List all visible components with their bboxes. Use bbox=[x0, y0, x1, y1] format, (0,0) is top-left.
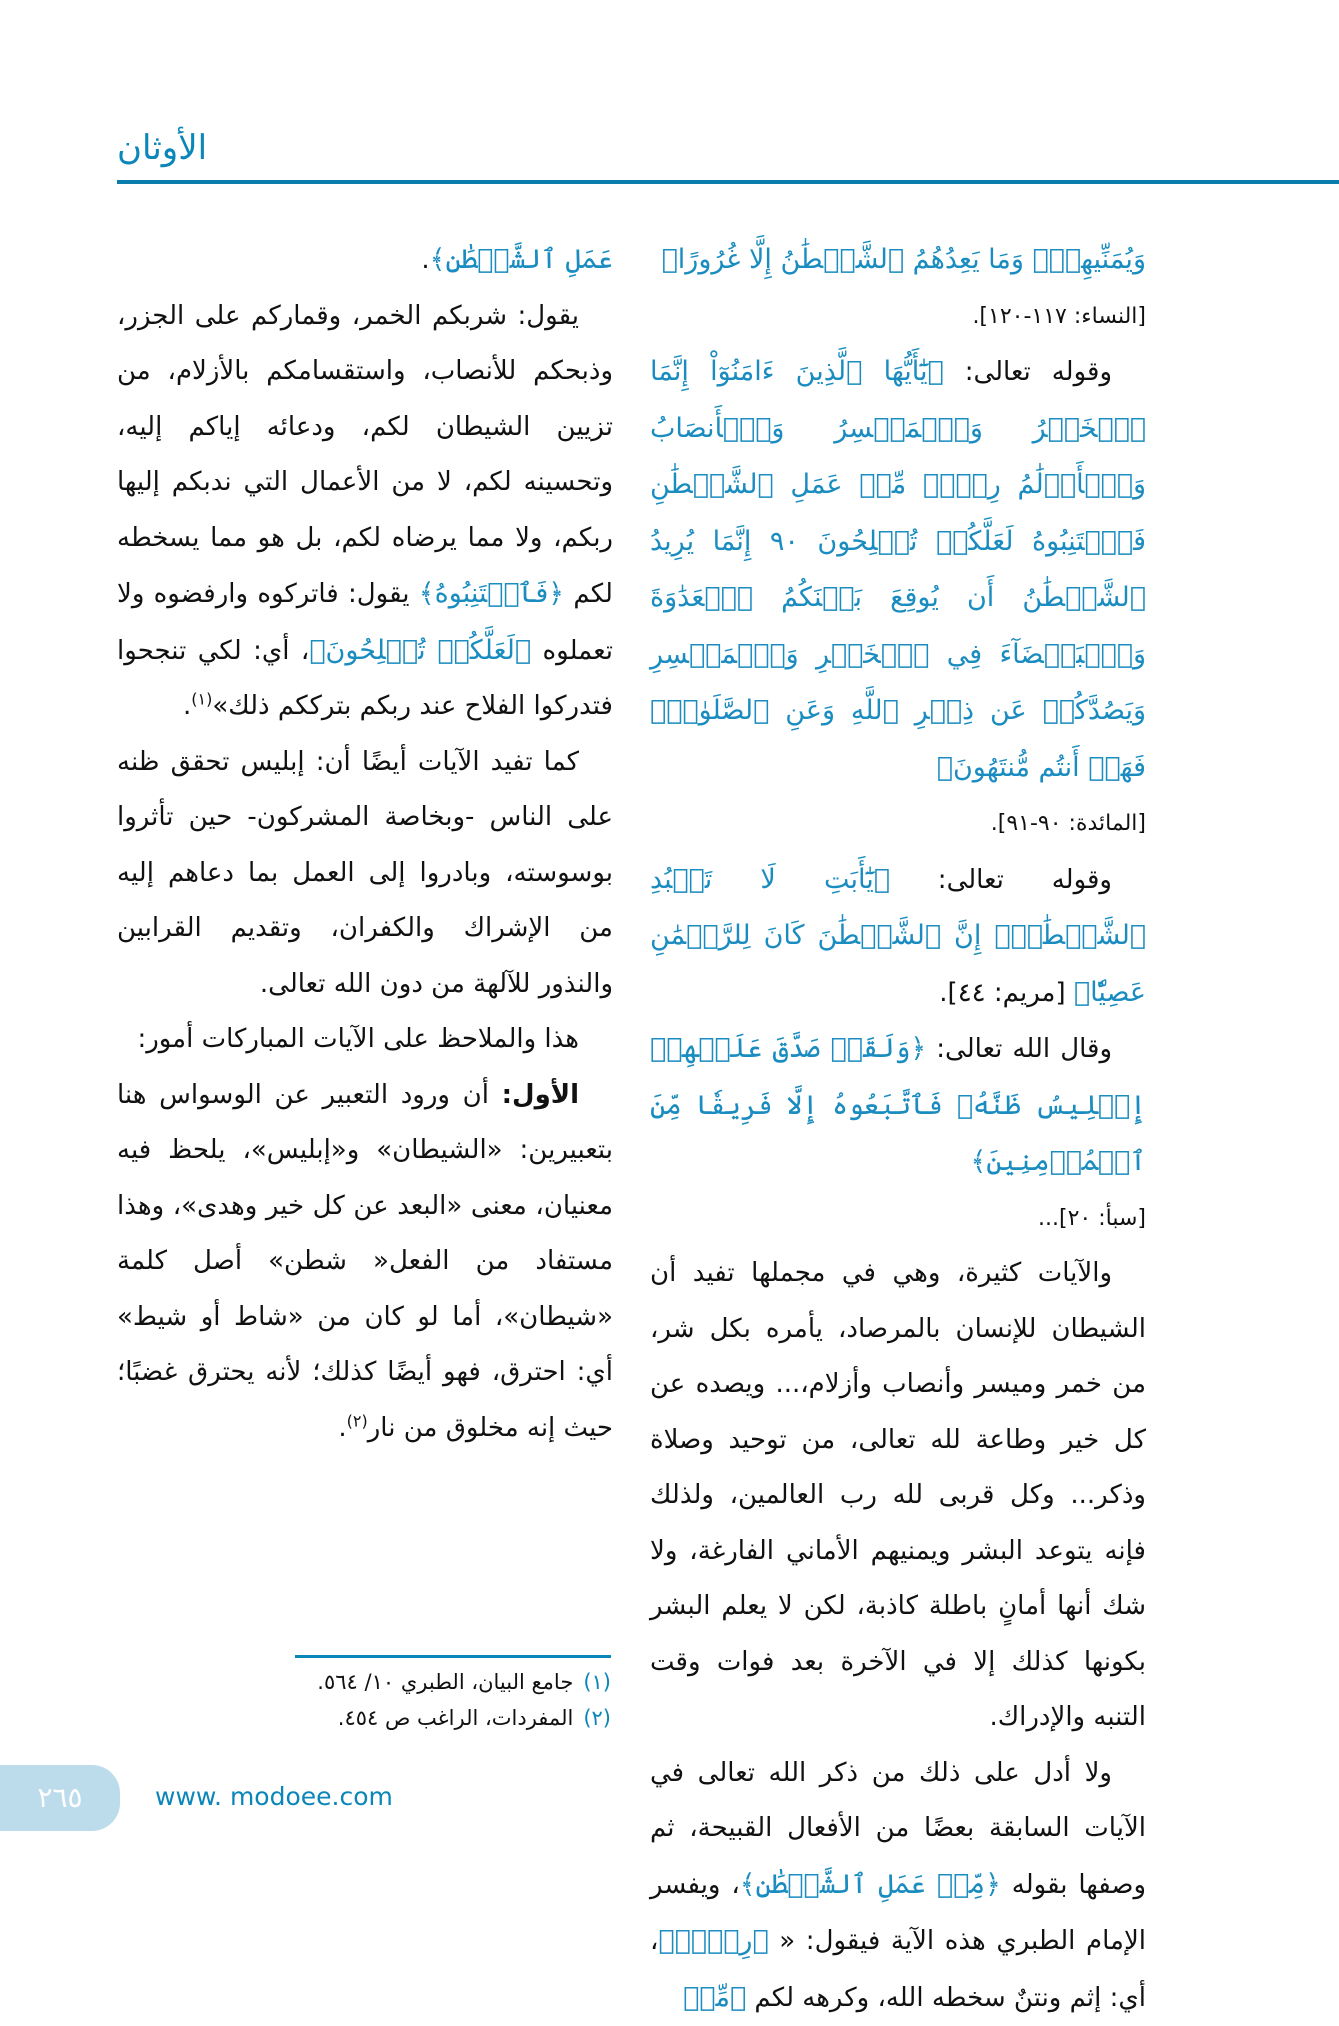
quran-verse: ﴿لَعَلَّكُمۡ تُفۡلِحُونَ﴾ bbox=[309, 635, 531, 666]
paragraph bbox=[117, 1012, 613, 1068]
body-text: كما تفيد الآيات أيضًا أن: إبليس تحقق ظنه على الناس -وبخاصة المشركون- حين تأثروا بوسوسته، وبادروا إلى العمل بما دعاهم إليه من الإشراك والكفران، وتقديم القرابين والنذور للآلهة من دون الله تعالى. bbox=[117, 747, 613, 999]
paragraph bbox=[117, 232, 613, 289]
paragraph bbox=[650, 344, 1146, 796]
verse-reference bbox=[650, 289, 1146, 345]
quran-verse: ﴿رِجۡسٞ﴾ bbox=[658, 1925, 768, 1956]
footnote-number: (٢) bbox=[583, 1706, 611, 1730]
footnote-separator bbox=[295, 1655, 611, 1658]
body-text: وقوله تعالى: bbox=[890, 865, 1112, 895]
body-text: [المائدة: ٩٠-٩١]. bbox=[991, 811, 1146, 836]
body-text: يقول: شربكم الخمر، وقماركم على الجزر، وذبحكم للأنصاب، واستقسامكم بالأزلام، من تزيين الشيطان لكم، ودعائه إياكم إليه، وتحسينه لكم، لا من الأعمال التي ندبكم إليها ربكم، ولا مما يرضاه لكم، بل هو مما يسخطه لكم bbox=[117, 301, 613, 610]
quran-verse: ﴿يَٰٓأَيُّهَا ٱلَّذِينَ ءَامَنُوٓاْ إِنَّمَا ٱلۡخَمۡرُ وَٱلۡمَيۡسِرُ وَٱلۡأَنصَابُ وَٱلۡأَزۡلَٰمُ رِجۡسٞ مِّنۡ عَمَلِ ٱلشَّيۡطَٰنِ فَٱجۡتَنِبُوهُ لَعَلَّكُمۡ تُفۡلِحُونَ ٩٠ إِنَّمَا يُرِيدُ ٱلشَّيۡطَٰنُ أَن يُوقِعَ بَيۡنَكُمُ ٱلۡعَدَٰوَةَ وَٱلۡبَغۡضَآءَ فِي ٱلۡخَمۡرِ وَٱلۡمَيۡسِرِ وَيَصُدَّكُمۡ عَن ذِكۡرِ ٱللَّهِ وَعَنِ ٱلصَّلَوٰةِۖ فَهَلۡ أَنتُم مُّنتَهُونَ﴾ bbox=[650, 356, 1146, 783]
paragraph bbox=[117, 735, 613, 1013]
verse-reference bbox=[650, 1191, 1146, 1247]
body-text: ، أي: إثم ونتنٌ سخطه الله، وكرهه لكم bbox=[650, 1926, 1146, 2013]
body-text: . bbox=[421, 245, 429, 275]
paragraph bbox=[650, 1021, 1146, 1191]
body-text: . bbox=[338, 1413, 346, 1443]
body-text: [النساء: ١١٧-١٢٠]. bbox=[972, 304, 1146, 329]
header-rule bbox=[117, 180, 1339, 184]
body-text: هذا والملاحظ على الآيات المباركات أمور: bbox=[137, 1024, 579, 1054]
paragraph bbox=[650, 852, 1146, 1022]
body-text: [سبأ: ٢٠]... bbox=[1038, 1206, 1146, 1231]
body-text: ، ويفسر الإمام الطبري هذه الآية فيقول: « bbox=[650, 1870, 1146, 1957]
quran-verse: عَمَلِ ٱلشَّيۡطَٰنِ﴾ bbox=[430, 244, 613, 275]
website-link[interactable]: www. modoee.com bbox=[155, 1777, 393, 1817]
quran-verse: ﴿مِّنۡ bbox=[683, 1982, 746, 2013]
body-text: وقوله تعالى: bbox=[944, 357, 1112, 387]
paragraph bbox=[650, 1246, 1146, 1746]
paragraph bbox=[650, 232, 1146, 289]
footnote-text: المفردات، الراغب ص ٤٥٤. bbox=[338, 1706, 574, 1730]
running-title: الأوثان bbox=[117, 128, 207, 168]
footnote-number: (١) bbox=[583, 1670, 611, 1694]
paragraph bbox=[650, 1746, 1146, 2026]
page-number: ٢٦٥ bbox=[0, 1765, 120, 1831]
body-text: أن ورود التعبير عن الوسواس هنا بتعبيرين: «الشيطان» و«إبليس»، يلحظ فيه معنيان، معنى «البعد عن كل خير وهدى»، وهذا مستفاد من الفعل« شطن» أصل كلمة «شيطان»، أما لو كان من «شاط أو شيط» أي: احترق، فهو أيضًا كذلك؛ لأنه يحترق غضبًا؛ حيث إنه مخلوق من نار bbox=[117, 1080, 613, 1443]
footnotes bbox=[117, 1664, 611, 1736]
footnote bbox=[117, 1700, 611, 1736]
quran-verse: ﴿يَٰٓأَبَتِ لَا تَعۡبُدِ ٱلشَّيۡطَٰنَۖ إِنَّ ٱلشَّيۡطَٰنَ كَانَ لِلرَّحۡمَٰنِ عَصِيّٗا﴾ bbox=[650, 864, 1146, 1008]
footnote-text: جامع البيان، الطبري ١٠/ ٥٦٤. bbox=[317, 1670, 573, 1694]
body-text: يقول: فاتركوه وارفضوه ولا تعملوه bbox=[117, 579, 613, 666]
body-text: وقال الله تعالى: bbox=[926, 1034, 1112, 1064]
paragraph bbox=[117, 1068, 613, 1457]
quran-verse: وَيُمَنِّيهِمۡۖ وَمَا يَعِدُهُمُ ٱلشَّيۡطَٰنُ إِلَّا غُرُورًا﴾ bbox=[662, 244, 1146, 275]
footnote-ref: (١) bbox=[191, 689, 212, 708]
left-column bbox=[117, 232, 613, 1456]
quran-verse: ﴿فَٱجۡتَنِبُوهُ﴾ bbox=[419, 578, 564, 609]
body-text: . bbox=[183, 691, 191, 721]
body-text: ، أي: لكي تنجحوا فتدركوا الفلاح عند ربكم بترككم ذلك» bbox=[117, 636, 613, 722]
footnote bbox=[117, 1664, 611, 1700]
body-text: ولا أدل على ذلك من ذكر الله تعالى في الآيات السابقة بعضًا من الأفعال القبيحة، ثم وصفها بقوله bbox=[650, 1758, 1146, 1900]
quran-verse: ﴿مِّنۡ عَمَلِ ٱلشَّيۡطَٰنِ﴾ bbox=[740, 1869, 1001, 1900]
body-text: [مريم: ٤٤]. bbox=[939, 978, 1074, 1008]
body-text: والآيات كثيرة، وهي في مجملها تفيد أن الشيطان للإنسان بالمرصاد، يأمره بكل شر، من خمر وميسر وأنصاب وأزلام،... ويصده عن كل خير وطاعة لله تعالى، من توحيد وصلاة وذكر... وكل قربى لله رب العالمين، ولذلك فإنه يتوعد البشر ويمنيهم الأماني الفارغة، ولا شك أنها أمانٍ باطلة كاذبة، لكن لا يعلم البشر بكونها كذلك إلا في الآخرة بعد فوات وقت التنبه والإدراك. bbox=[650, 1258, 1146, 1732]
quran-verse: ﴿وَلَقَدۡ صَدَّقَ عَلَيۡهِمۡ إِبۡلِيسُ ظَنَّهُۥ فَٱتَّبَعُوهُ إِلَّا فَرِيقٗا مِّنَ ٱلۡمُؤۡمِنِينَ﴾ bbox=[650, 1033, 1146, 1177]
verse-reference bbox=[650, 796, 1146, 852]
footnote-ref: (٢) bbox=[347, 1411, 368, 1430]
right-column bbox=[650, 232, 1146, 2026]
bold-text: الأول: bbox=[502, 1080, 579, 1110]
paragraph bbox=[117, 289, 613, 735]
